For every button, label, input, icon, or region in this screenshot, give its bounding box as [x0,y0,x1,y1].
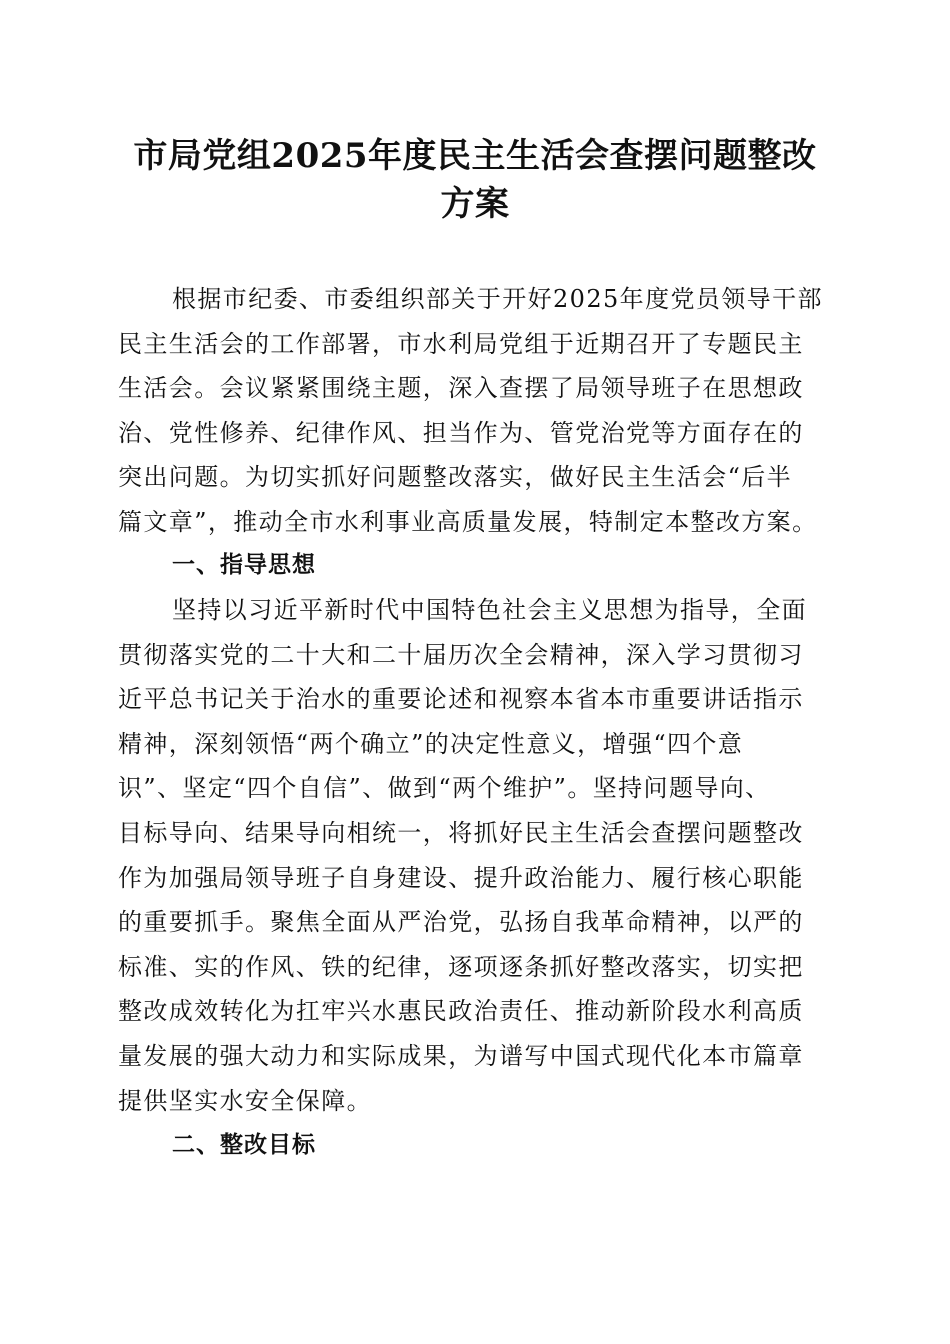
paragraph-line: 整改成效转化为扛牢兴水惠民政治责任、推动新阶段水利高质 [118,997,804,1026]
paragraph-line: 生活会。会议紧紧围绕主题，深入查摆了局领导班子在思想政 [118,374,804,403]
paragraph-line: 贯彻落实党的二十大和二十届历次全会精神，深入学习贯彻习 [118,640,804,669]
paragraph-line: 坚持以习近平新时代中国特色社会主义思想为指导，全面 [172,596,807,624]
paragraph-line: 目标导向、结果导向相统一，将抓好民主生活会查摆问题整改 [118,818,804,847]
paragraph-line: 识”、坚定“四个自信”、做到“两个维护”。坚持问题导向、 [118,774,771,803]
paragraph-line: 突出问题。为切实抓好问题整改落实，做好民主生活会“后半 [118,463,793,492]
title-line-2: 方案 [440,184,510,224]
intro-paragraph [118,277,834,545]
section-heading-guiding-ideology: 一、指导思想 [172,552,316,578]
title-line-1: 市局党组2025年度民主生活会查摆问题整改 [133,136,817,176]
paragraph-line: 治、党性修养、纪律作风、担当作为、管党治党等方面存在的 [118,418,804,447]
section-1-paragraph [118,588,834,1123]
paragraph-line: 篇文章”，推动全市水利事业高质量发展，特制定本整改方案。 [118,507,818,536]
paragraph-line: 标准、实的作风、铁的纪律，逐项逐条抓好整改落实，切实把 [118,952,804,981]
paragraph-line: 根据市纪委、市委组织部关于开好2025年度党员领导干部 [172,285,823,313]
paragraph-line: 精神，深刻领悟“两个确立”的决定性意义，增强“四个意 [118,729,744,758]
paragraph-line: 作为加强局领导班子自身建设、提升政治能力、履行核心职能 [118,863,804,892]
paragraph-line: 近平总书记关于治水的重要论述和视察本省本市重要讲话指示 [118,685,804,714]
paragraph-line: 量发展的强大动力和实际成果，为谱写中国式现代化本市篇章 [118,1041,804,1070]
document-title [0,132,950,228]
paragraph-line: 的重要抓手。聚焦全面从严治党，弘扬自我革命精神，以严的 [118,908,804,937]
paragraph-line: 民主生活会的工作部署，市水利局党组于近期召开了专题民主 [118,329,804,358]
paragraph-line: 提供坚实水安全保障。 [118,1086,372,1115]
section-heading-rectification-goals: 二、整改目标 [172,1132,316,1158]
